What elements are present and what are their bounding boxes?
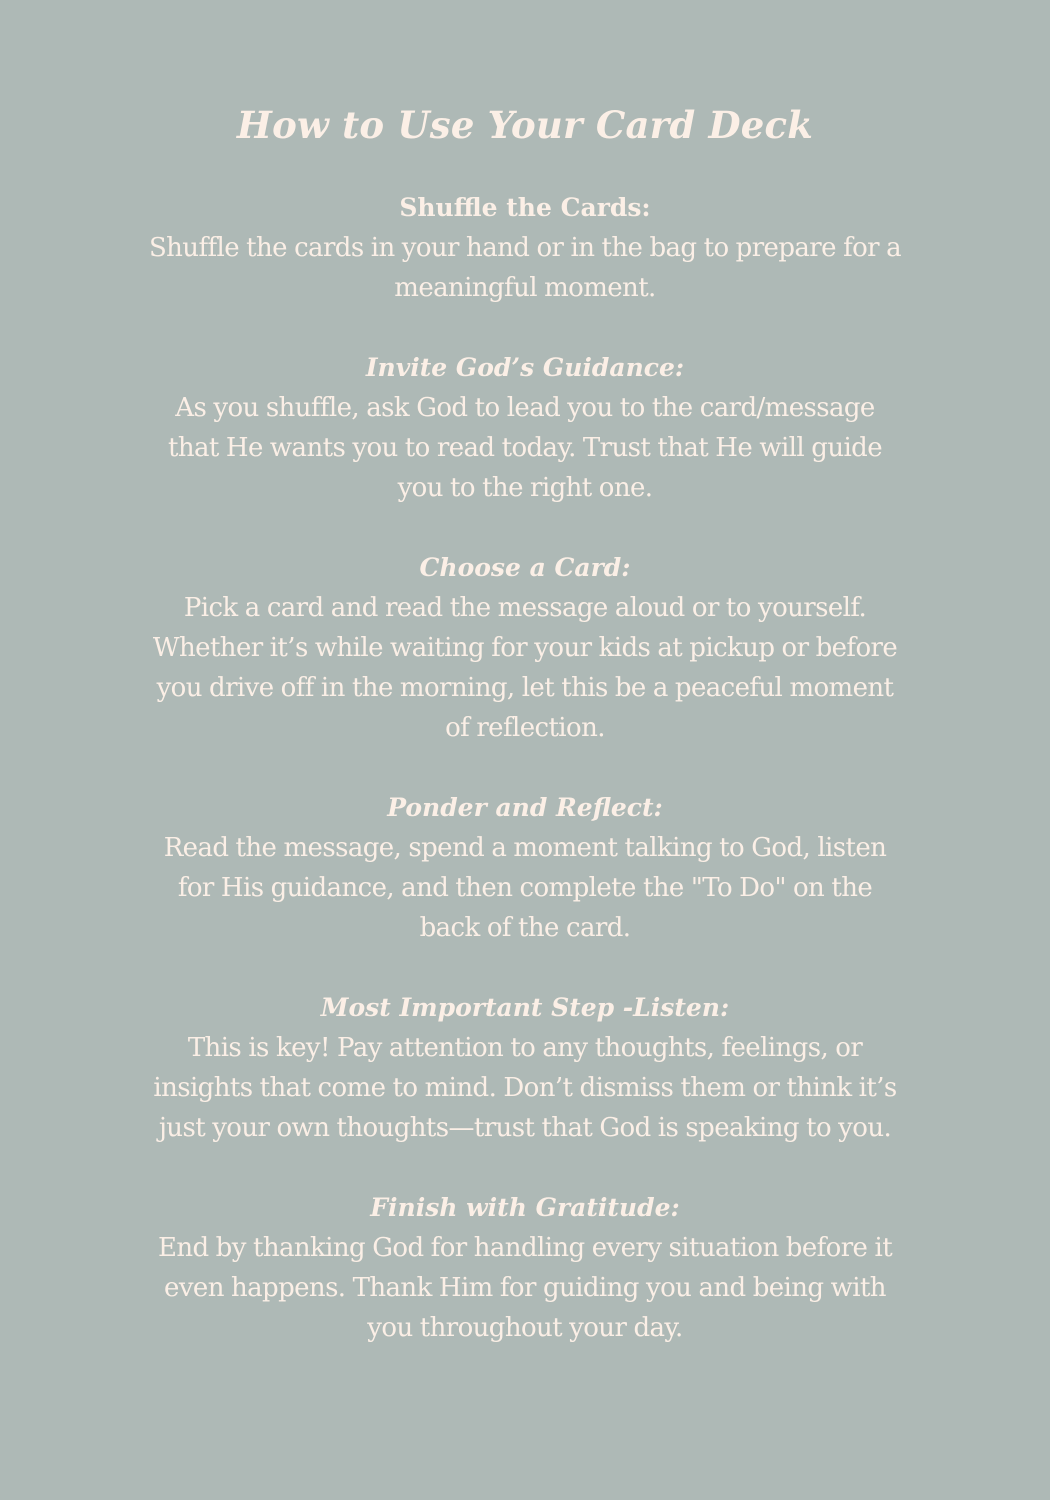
section-ponder-reflect bbox=[95, 788, 955, 948]
section-body bbox=[95, 228, 955, 308]
body-line: you to the right one. bbox=[397, 473, 653, 503]
section-heading: Shuffle the Cards: bbox=[399, 193, 651, 222]
section-body bbox=[95, 1228, 955, 1348]
body-line: even happens. Thank Him for guiding you and being with bbox=[164, 1273, 886, 1303]
section-heading: Choose a Card: bbox=[419, 553, 631, 582]
section-invite-guidance bbox=[95, 348, 955, 508]
body-line: End by thanking God for handling every situation before it bbox=[157, 1233, 893, 1263]
page-title: How to Use Your Card Deck bbox=[236, 103, 814, 147]
body-line: Shuffle the cards in your hand or in the bag to prepare for a bbox=[148, 233, 902, 263]
section-heading: Finish with Gratitude: bbox=[370, 1193, 680, 1222]
section-gratitude bbox=[95, 1188, 955, 1348]
body-line: of reflection. bbox=[445, 713, 605, 743]
section-heading: Ponder and Reflect: bbox=[387, 793, 663, 822]
body-line: meaningful moment. bbox=[394, 273, 656, 303]
section-heading: Most Important Step -Listen: bbox=[320, 993, 730, 1022]
body-line: you drive off in the morning, let this be a peaceful moment bbox=[156, 673, 894, 703]
body-line: insights that come to mind. Don’t dismiss them or think it’s bbox=[153, 1073, 897, 1103]
section-listen bbox=[95, 988, 955, 1148]
section-body bbox=[95, 1028, 955, 1148]
body-line: Pick a card and read the message aloud or to yourself. bbox=[183, 593, 867, 623]
section-heading: Invite God’s Guidance: bbox=[365, 353, 685, 382]
section-shuffle bbox=[95, 188, 955, 308]
body-line: for His guidance, and then complete the "To Do" on the bbox=[177, 873, 873, 903]
body-line: just your own thoughts—trust that God is speaking to you. bbox=[158, 1113, 892, 1143]
body-line: back of the card. bbox=[419, 913, 631, 943]
body-line: This is key! Pay attention to any thoughts, feelings, or bbox=[187, 1033, 863, 1063]
body-line: Read the message, spend a moment talking to God, listen bbox=[163, 833, 887, 863]
section-body bbox=[95, 388, 955, 508]
section-choose-card bbox=[95, 548, 955, 748]
section-body bbox=[95, 828, 955, 948]
section-body bbox=[95, 588, 955, 748]
instruction-sections bbox=[0, 188, 1050, 1348]
body-line: that He wants you to read today. Trust that He will guide bbox=[167, 433, 883, 463]
body-line: Whether it’s while waiting for your kids at pickup or before bbox=[152, 633, 898, 663]
body-line: you throughout your day. bbox=[367, 1313, 683, 1343]
body-line: As you shuffle, ask God to lead you to the card/message bbox=[175, 393, 875, 423]
